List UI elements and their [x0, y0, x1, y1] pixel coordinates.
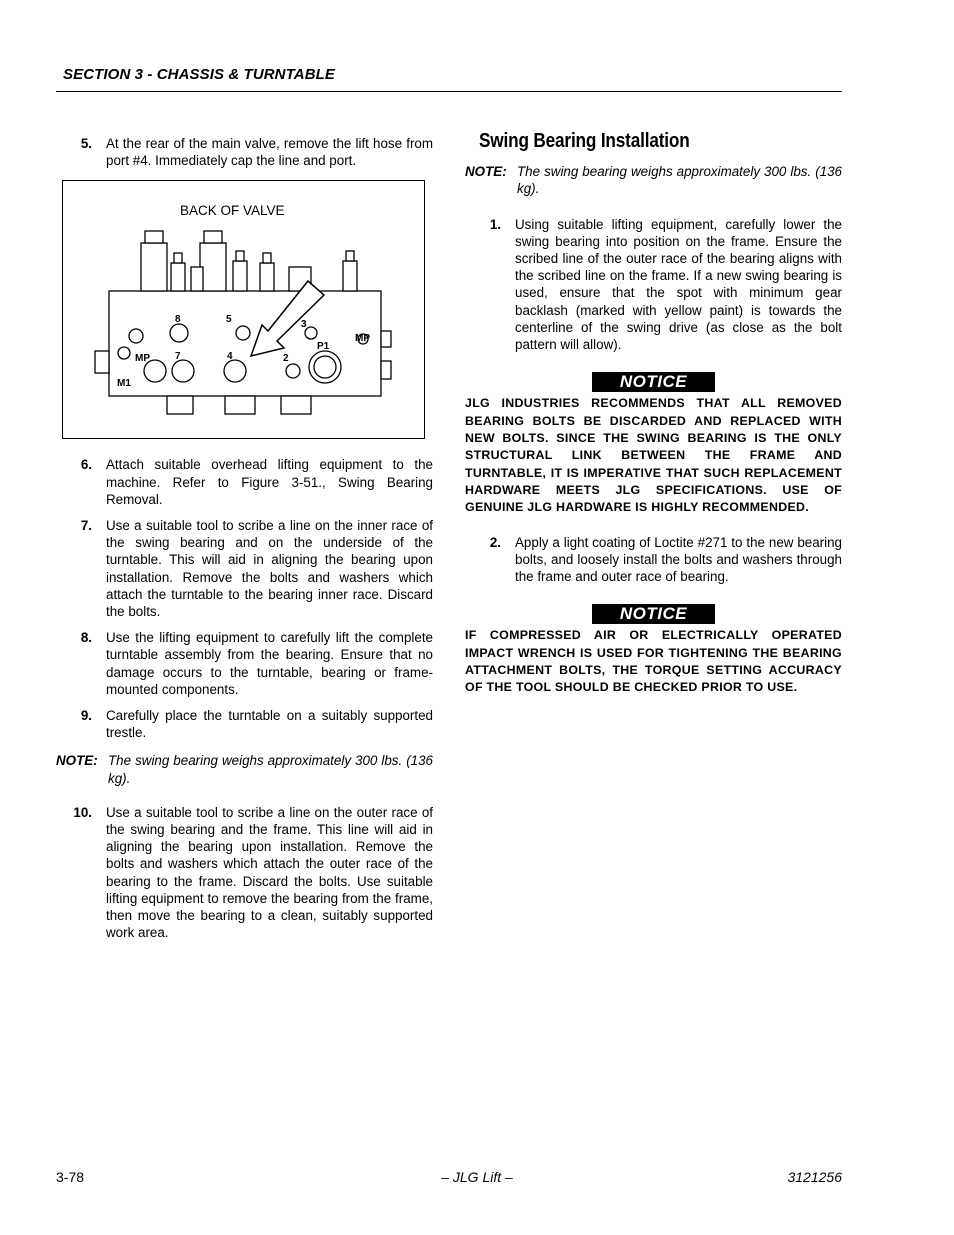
- note-label: NOTE:: [56, 753, 98, 769]
- port-label-p1: P1: [317, 341, 330, 353]
- notice-1: [465, 372, 842, 392]
- valve-diagram: [63, 181, 423, 437]
- step-2: [465, 534, 842, 586]
- left-column: [56, 135, 433, 941]
- notice-badge: NOTICE: [592, 604, 715, 624]
- step-text: Carefully place the turntable on a suitably supported trestle.: [106, 708, 433, 741]
- step-10: [56, 804, 433, 942]
- step-9: [56, 707, 433, 741]
- step-7: [56, 517, 433, 620]
- step-number: 7.: [80, 518, 92, 534]
- figure-caption: BACK OF VALVE: [180, 203, 285, 219]
- step-number: 6.: [80, 457, 92, 473]
- step-number: 1.: [489, 216, 501, 232]
- step-number: 10.: [73, 804, 92, 820]
- step-6: [56, 456, 433, 508]
- solenoid-center: [200, 243, 226, 291]
- note-label: NOTE:: [465, 164, 507, 180]
- section-heading: Swing Bearing Installation: [479, 130, 690, 152]
- valve-figure: [62, 180, 425, 439]
- solenoid-left: [141, 243, 167, 291]
- step-text: Apply a light coating of Loctite #271 to the new bearing bolts, and loosely install the bolts and washers through the frame and outer race of bearing.: [515, 534, 842, 584]
- notice-2: [465, 604, 842, 624]
- step-1: [465, 216, 842, 354]
- port-label-3: 3: [301, 319, 307, 331]
- port-label-2: 2: [283, 353, 289, 365]
- port-label-mp-right: MP: [355, 333, 370, 345]
- port-2: [286, 364, 300, 378]
- port-label-8: 8: [175, 314, 181, 326]
- right-column: [465, 130, 842, 697]
- port-label-7: 7: [175, 351, 181, 363]
- document-number: 3121256: [787, 1169, 842, 1185]
- step-number: 5.: [80, 136, 92, 151]
- port-4: [224, 360, 246, 382]
- step-number: 2.: [489, 534, 501, 550]
- step-text: At the rear of the main valve, remove the lift hose from port #4. Immediately cap the line and port.: [106, 136, 433, 169]
- footer-center: – JLG Lift –: [441, 1169, 513, 1185]
- step-8: [56, 629, 433, 698]
- step-5: [56, 135, 433, 169]
- note-right: [465, 163, 842, 197]
- notice-1-text: JLG INDUSTRIES RECOMMENDS THAT ALL REMOVED BEARING BOLTS BE DISCARDED AND REPLACED WITH NEW BOLTS. SINCE THE SWING BEARING IS THE ONLY STRUCTURAL LINK BETWEEN THE FRAME AND TURNTABLE, IT IS IMPERATIVE THAT SUCH REPLACEMENT HARDWARE MEETS JLG SPECIFICATIONS. USE OF GENUINE JLG HARDWARE IS HIGHLY RECOMMENDED.: [465, 396, 842, 515]
- step-text: Use a suitable tool to scribe a line on the outer race of the swing bearing and the frame. This line will aid in aligning the bearing upon installation. Remove the bolts and washers which attach the outer race of the bearing to the frame. Discard the bolts. Use suitable lifting equipment to remove the bearing from the frame, then move the bearing to a clean, suitably supported work area.: [106, 804, 433, 941]
- port-8: [170, 324, 188, 342]
- port-5: [236, 326, 250, 340]
- step-text: Use the lifting equipment to carefully lift the complete turntable assembly from the bearing. Ensure that no damage occurs to the turntable, bearing or frame-mounted components.: [106, 630, 433, 697]
- step-number: 8.: [80, 630, 92, 646]
- port-label-4: 4: [227, 351, 233, 363]
- port-label-m1: M1: [117, 378, 131, 390]
- step-number: 9.: [80, 708, 92, 724]
- step-text: Using suitable lifting equipment, carefully lower the swing bearing into position on the frame. Ensure the scribed line of the outer race of the bearing aligns with the scribed line on the frame. If a new swing bearing is used, ensure that the spot with minimum gear backlash (marked with yellow paint) is towards the centerline of the swing drive (as close as the bolt pattern will allow).: [515, 216, 842, 353]
- page-number: 3-78: [56, 1169, 85, 1185]
- notice-2-text: IF COMPRESSED AIR OR ELECTRICALLY OPERATED IMPACT WRENCH IS USED FOR TIGHTENING THE BEARING ATTACHMENT BOLTS, THE TORQUE SETTING ACCURACY OF THE TOOL SHOULD BE CHECKED PRIOR TO USE.: [465, 628, 842, 695]
- header-rule: [56, 91, 842, 92]
- note-text: The swing bearing weighs approximately 300 lbs. (136 kg).: [108, 753, 433, 786]
- step-text: Use a suitable tool to scribe a line on the inner race of the swing bearing and on the underside of the turntable. This will aid in aligning the bearing upon installation. Remove the bolts and washers which attach the turntable to the bearing inner race. Discard the bolts.: [106, 518, 433, 620]
- section-header: SECTION 3 - CHASSIS & TURNTABLE: [63, 66, 336, 83]
- port-7: [172, 360, 194, 382]
- notice-badge: NOTICE: [592, 372, 715, 392]
- port-label-mp-left: MP: [135, 353, 150, 365]
- note-text: The swing bearing weighs approximately 300 lbs. (136 kg).: [517, 164, 842, 197]
- port-3: [305, 327, 317, 339]
- port-label-5: 5: [226, 314, 232, 326]
- note-left: [56, 752, 433, 786]
- step-text: Attach suitable overhead lifting equipment to the machine. Refer to Figure 3-51., Swing Bearing Removal.: [106, 457, 433, 507]
